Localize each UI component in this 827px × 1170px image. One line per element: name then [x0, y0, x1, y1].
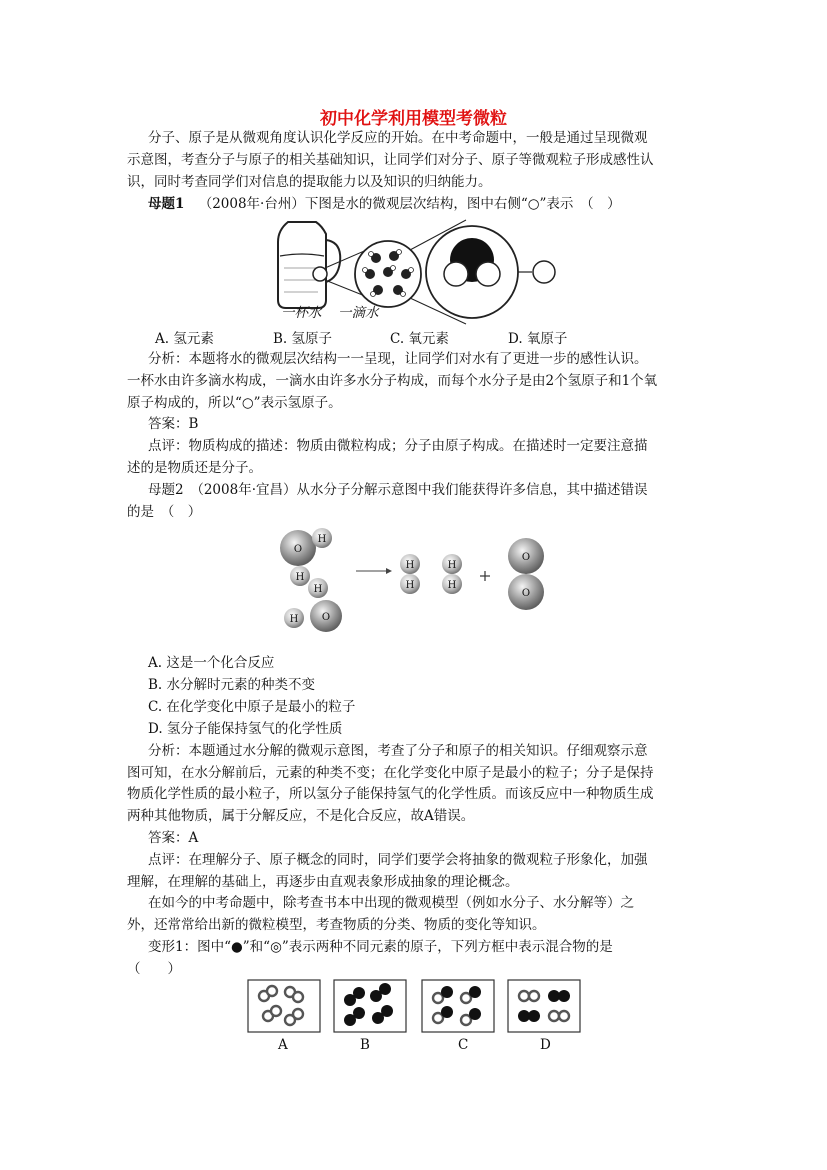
q2-analysis-1: 分析：本题通过水分解的微观示意图，考查了分子和原子的相关知识。仔细观察示意 [148, 743, 648, 759]
q2-answer: 答案：A [148, 830, 199, 846]
fig1-caption-right: 一滴水 [338, 305, 379, 321]
v1-stem-1: 变形1：图中“●”和“◎”表示两种不同元素的原子，下列方框中表示混合物的是 [148, 939, 613, 955]
atom-h-label: H [295, 572, 305, 583]
q2-option-c: C. 在化学变化中原子是最小的粒子 [148, 699, 356, 715]
atom-o-label: O [293, 544, 303, 555]
atom-h-label: H [447, 560, 457, 571]
atom-h-label: H [313, 584, 323, 595]
box-label-c: C [458, 1037, 469, 1053]
paragraph-line-2: 外，还常常给出新的微粒模型，考查物质的分类、物质的变化等知识。 [127, 917, 546, 933]
water-decomposition-figure [276, 524, 566, 644]
q1-option-c: C. 氧元素 [390, 331, 449, 347]
q1-analysis-3: 原子构成的，所以“○”表示氢原子。 [127, 395, 342, 411]
q2-comment-1: 点评：在理解分子、原子概念的同时，同学们要学会将抽象的微观粒子形象化，加强 [148, 852, 648, 868]
intro-line-1: 分子、原子是从微观角度认识化学反应的开始。在中考命题中，一般是通过呈现微观 [148, 130, 648, 146]
q1-option-b: B. 氢原子 [273, 331, 333, 347]
intro-line-2: 示意图，考查分子与原子的相关基础知识，让同学们对分子、原子等微观粒子形成感性认 [127, 152, 654, 168]
q1-option-a: A. 氢元素 [155, 331, 214, 347]
q2-stem-1: 母题2 （2008年·宜昌）从水分子分解示意图中我们能获得许多信息，其中描述错误 [148, 482, 648, 498]
mixture-boxes-figure [246, 978, 586, 1058]
page-title: 初中化学利用模型考微粒 [320, 109, 507, 129]
atom-h-label: H [317, 534, 327, 545]
atom-o-label: O [321, 612, 331, 623]
q2-analysis-2: 图可知，在水分解前后，元素的种类不变；在化学变化中原子是最小的粒子；分子是保持 [127, 765, 654, 781]
paragraph-line-1: 在如今的中考命题中，除考查书本中出现的微观模型（例如水分子、水分解等）之 [148, 895, 634, 911]
atom-h-label: H [447, 580, 457, 591]
q1-stem-text: （2008年·台州）下图是水的微观层次结构，图中右侧“○”表示 （ ） [198, 196, 621, 212]
box-label-a: A [278, 1037, 288, 1053]
q1-answer: 答案：B [148, 416, 199, 432]
q1-analysis-2: 一杯水由许多滴水构成，一滴水由许多水分子构成，而每个水分子是由2个氢原子和1个氧 [127, 373, 658, 389]
fig1-caption-left: 一杯水 [281, 305, 322, 321]
intro-line-3: 识，同时考查同学们对信息的提取能力以及知识的归纳能力。 [127, 174, 492, 190]
q2-analysis-4: 两种其他物质，属于分解反应，不是化合反应，故A错误。 [127, 808, 475, 824]
box-label-d: D [540, 1037, 551, 1053]
atom-h-label: H [289, 614, 299, 625]
q1-comment-1: 点评：物质构成的描述：物质由微粒构成；分子由原子构成。在描述时一定要注意描 [148, 438, 648, 454]
atom-h-label: H [405, 580, 415, 591]
atom-o-label: O [521, 552, 531, 563]
q2-option-a: A. 这是一个化合反应 [148, 655, 275, 671]
atom-h-label: H [405, 560, 415, 571]
q2-analysis-3: 物质化学性质的最小粒子，所以氢分子能保持氢气的化学性质。而该反应中一种物质生成 [127, 786, 654, 802]
q2-stem-2: 的是 （ ） [127, 504, 202, 520]
q1-label: 母题1 [148, 196, 185, 212]
q1-stem [148, 194, 621, 214]
q1-option-d: D. 氧原子 [508, 331, 568, 347]
q2-option-b: B. 水分解时元素的种类不变 [148, 677, 316, 693]
v1-stem-2: （ ） [127, 961, 181, 977]
q1-comment-2: 述的是物质还是分子。 [127, 460, 262, 476]
q1-analysis-1: 分析：本题将水的微观层次结构一一呈现，让同学们对水有了更进一步的感性认识。 [148, 351, 648, 367]
box-label-b: B [360, 1037, 370, 1053]
q2-comment-2: 理解，在理解的基础上，再逐步由直观表象形成抽象的理论概念。 [127, 874, 519, 890]
q2-option-d: D. 氢分子能保持氢气的化学性质 [148, 721, 343, 737]
atom-o-label: O [521, 588, 531, 599]
